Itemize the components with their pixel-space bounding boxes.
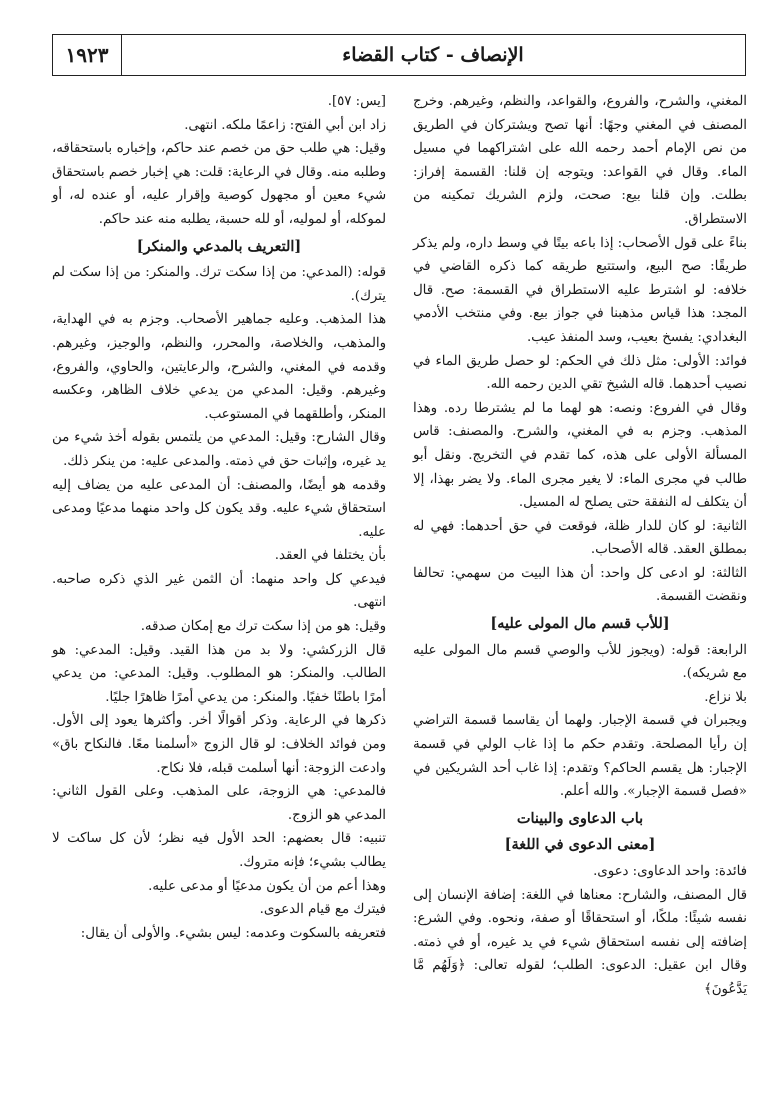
paragraph: هذا المذهب. وعليه جماهير الأصحاب. وجزم به في الهداية، والمذهب، والخلاصة، والمحرر، والنظم، والوجيز، وغيرهم. وقدمه في المغني، والشرح، والرعايتين، والحاوي، والفروع، وغيرهم. وقيل: المدعي من يدعي خلاف الظاهر، وعكسه المنكر، وأطلقهما في المستوعب. (52, 312, 386, 422)
paragraph: وقيل: هو من إذا سكت ترك مع إمكان صدقه. (140, 619, 386, 635)
paragraph: الرابعة: قوله: (ويجوز للأب والوصي قسم مال المولى عليه مع شريكه). (413, 642, 747, 682)
paragraph: فتعريفه بالسكوت وعدمه: ليس بشيء. والأولى أن يقال: (80, 925, 386, 941)
running-title: الإنصاف - كتاب القضاء (342, 44, 524, 66)
paragraph: وقدمه هو أيضًا، والمصنف: أن المدعى عليه من يضاف إليه استحقاق شيء عليه. وقد يكون كل واحد منهما مدعيًا ومدعى عليه. (52, 477, 386, 540)
right-column (413, 90, 747, 1002)
paragraph: الثانية: لو كان للدار ظلة، فوقعت في حق أحدهما: فهي له بمطلق العقد. قاله الأصحاب. (413, 518, 747, 558)
section-heading: باب الدعاوى والبينات (516, 809, 644, 827)
paragraph: وهذا أعم من أن يكون مدعيًا أو مدعى عليه. (148, 878, 386, 894)
paragraph: المغني، والشرح، والفروع، والقواعد، والنظم، وغيرهم. وخرج المصنف في المغني وجهًا: أنها تصح ويشتركان في الطريق من نص الإمام أحمد رحمه الله على اشتراكهما في مسيل الماء. وقال في القواعد: ويتوجه إن قلنا: القسمة إفراز: بطلت. وإن قلنا بيع: صحت، ولزم الشريك تمكينه من الاستطراق. (413, 94, 747, 227)
paragraph: وقال في الفروع: ونصه: هو لهما ما لم يشترطا رده. وهذا المذهب. وجزم به في المغني، والشرح. والمصنف: قاس المسألة الأولى على هذه، كما تقدم في التخريج. ونقل أبو طالب في مجرى الماء: لا يغير مجرى الماء. ولا يضر بهذا، إلا أن يتكلف له النفقة حتى يصلح له المسيل. (413, 400, 747, 511)
paragraph: [يس: ٥٧]. (327, 94, 386, 109)
paragraph: بناءً على قول الأصحاب: إذا باعه بيتًا في وسط داره، ولم يذكر طريقًا: صح البيع، واستتبع طريقه كما ذكره القاضي في خلافه: لو اشترط عليه الاستطراق في القسمة: صح. قال المجد: هذا قياس مذهبنا في جواز بيع. وفي منتخب الأدمي البغدادي: يفسخ بعيب، وسد المنفذ عيب. (413, 235, 747, 345)
left-column (52, 90, 386, 945)
paragraph: قوله: (المدعي: من إذا سكت ترك. والمنكر: من إذا سكت لم يترك). (52, 265, 386, 304)
section-heading: [التعريف بالمدعي والمنكر] (136, 237, 302, 255)
paragraph: وقال الشارح: وقيل: المدعي من يلتمس بقوله أخذ شيء من يد غيره، وإثبات حق في ذمته. والمدعى عليه: من ينكر ذلك. (52, 430, 386, 469)
section-heading: [معنى الدعوى في اللغة] (504, 836, 656, 854)
paragraph: زاد ابن أبي الفتح: زاعمًا ملكه. انتهى. (184, 117, 386, 133)
page-number: ١٩٢٣ (53, 35, 122, 75)
paragraph: وقيل: هي طلب حق من خصم عند حاكم، وإخباره باستحقاقه، وطلبه منه. وقال في الرعاية: قلت: هي إخبار خصم باستحقاق شيء معين أو مجهول كوصية وإقرار عليه، أو عنده له، أو لموكله، أو لموليه، أو لله حسبة، يطلبه منه عند حاكم. (52, 141, 386, 227)
paragraph: فائدة: واحد الدعاوى: دعوى. (593, 864, 747, 879)
paragraph: تنبيه: قال بعضهم: الحد الأول فيه نظر؛ لأن كل ساكت لا يطالب بشيء؛ فإنه متروك. (52, 831, 386, 870)
paragraph: فوائد: الأولى: مثل ذلك في الحكم: لو حصل طريق الماء في نصيب أحدهما. قاله الشيخ تقي الدين رحمه الله. (413, 353, 747, 393)
paragraph: فيدعي كل واحد منهما: أن الثمن غير الذي ذكره صاحبه. انتهى. (52, 571, 386, 611)
paragraph: بأن يختلفا في العقد. (274, 548, 386, 564)
paragraph: ذكرها في الرعاية. وذكر أقوالًا أخر. وأكثرها يعود إلى الأول. ومن فوائد الخلاف: لو قال الزوج «أسلمنا معًا. فالنكاح باق» وادعت الزوجة: أنها أسلمت قبله، فلا نكاح. (52, 713, 386, 776)
paragraph: فالمدعي: هي الزوجة، على المذهب. وعلى القول الثاني: المدعي هو الزوج. (52, 784, 386, 823)
paragraph: بلا نزاع. (704, 689, 747, 705)
paragraph: قال المصنف، والشارح: معناها في اللغة: إضافة الإنسان إلى نفسه شيئًا: ملكًا، أو استحقاقًا أو صفة، ونحوه. وفي الشرع: إضافته إلى نفسه استحقاق شيء في يد غيره، أو في ذمته. وقال ابن عقيل: الدعوى: الطلب؛ لقوله تعالى: ﴿وَلَهُم مَّا يَدَّعُونَ﴾ (413, 887, 747, 997)
paragraph: الثالثة: لو ادعى كل واحد: أن هذا البيت من سهمي: تحالفا ونقضت القسمة. (413, 565, 747, 605)
paragraph: ويجبران في قسمة الإجبار. ولهما أن يقاسما قسمة التراضي إن رأيا المصلحة. وتقدم حكم ما إذا غاب الولي في قسمة الإجبار: هل يقسم الحاكم؟ وتقدم: إذا غاب أحد الشريكين في «فصل قسمة الإجبار». والله أعلم. (413, 713, 747, 800)
paragraph: قال الزركشي: ولا بد من هذا القيد. وقيل: المدعي: هو الطالب. والمنكر: هو المطلوب. وقيل: المدعي: من يدعي أمرًا باطنًا خفيًا. والمنكر: من يدعي أمرًا ظاهرًا جليًا. (52, 642, 386, 705)
page-header (52, 34, 746, 76)
section-heading: [للأب قسم مال المولى عليه] (490, 615, 670, 633)
paragraph: فيترك مع قيام الدعوى. (259, 902, 386, 918)
